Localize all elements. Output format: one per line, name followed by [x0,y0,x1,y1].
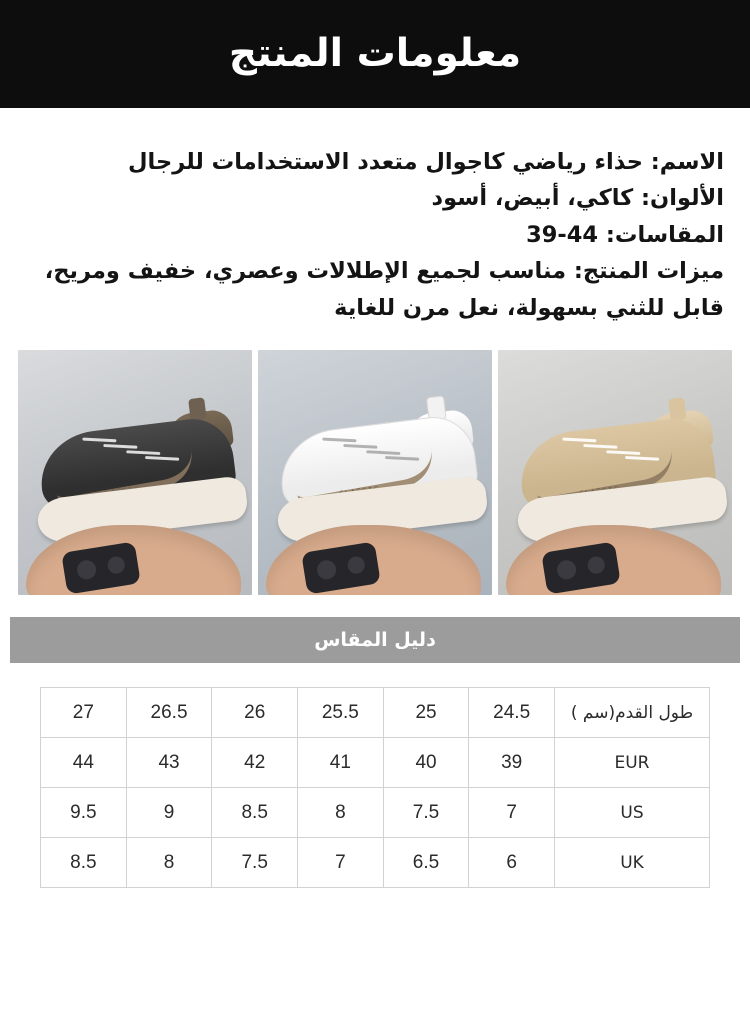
size-cell: 44 [41,738,127,788]
table-row [41,738,710,788]
size-cell: 7 [298,838,384,888]
size-cell: 6.5 [383,838,469,888]
product-sizes-line [26,217,724,253]
shoe-illustration-white [265,390,489,545]
product-features-line-2: قابل للثني بسهولة، نعل مرن للغاية [334,294,724,321]
size-row-label: EUR [555,738,710,788]
size-row-label: US [555,788,710,838]
size-cell: 25.5 [298,688,384,738]
table-row [41,838,710,888]
size-cell: 8.5 [41,838,127,888]
size-cell: 24.5 [469,688,555,738]
size-cell: 8 [126,838,212,888]
size-cell: 43 [126,738,212,788]
size-row-label: UK [555,838,710,888]
product-gallery [0,350,750,595]
page-title: معلومات المنتج [228,30,522,76]
size-cell: 42 [212,738,298,788]
sizes-label: المقاسات: [605,221,724,248]
table-row [41,688,710,738]
product-name-line: الاسم: حذاء رياضي كاجوال متعدد الاستخدامات للرجال [128,149,724,175]
size-cell: 40 [383,738,469,788]
product-features-line-1: ميزات المنتج: مناسب لجميع الإطلالات وعصري، خفيف ومريح، [44,258,724,285]
product-colors-line: الألوان: كاكي، أبيض، أسود [431,185,724,212]
size-cell: 8 [298,788,384,838]
size-guide-header [10,617,740,663]
size-cell: 39 [469,738,555,788]
size-table-body [41,688,710,888]
shoe-photo-khaki [498,350,732,595]
shoe-photo-white [258,350,492,595]
page-header [0,0,750,108]
size-row-label: طول القدم(سم ) [555,688,710,738]
product-info-block [0,108,750,332]
size-cell: 7.5 [212,838,298,888]
size-cell: 26.5 [126,688,212,738]
shoe-photo-black [18,350,252,595]
shoe-illustration-black [25,390,249,545]
size-cell: 41 [298,738,384,788]
size-cell: 25 [383,688,469,738]
size-guide-table-wrap [0,663,750,888]
sizes-value: 39-44 [526,221,599,248]
size-cell: 27 [41,688,127,738]
size-cell: 6 [469,838,555,888]
bottom-spacer [0,888,750,918]
size-cell: 7 [469,788,555,838]
table-row [41,788,710,838]
shoe-heel-tab [188,398,207,422]
size-cell: 26 [212,688,298,738]
size-guide-table [40,687,710,888]
size-cell: 7.5 [383,788,469,838]
size-cell: 9.5 [41,788,127,838]
size-guide-title: دليل المقاس [314,629,436,652]
shoe-illustration-khaki [505,390,729,545]
size-cell: 8.5 [212,788,298,838]
shoe-heel-tab [668,398,687,422]
size-cell: 9 [126,788,212,838]
